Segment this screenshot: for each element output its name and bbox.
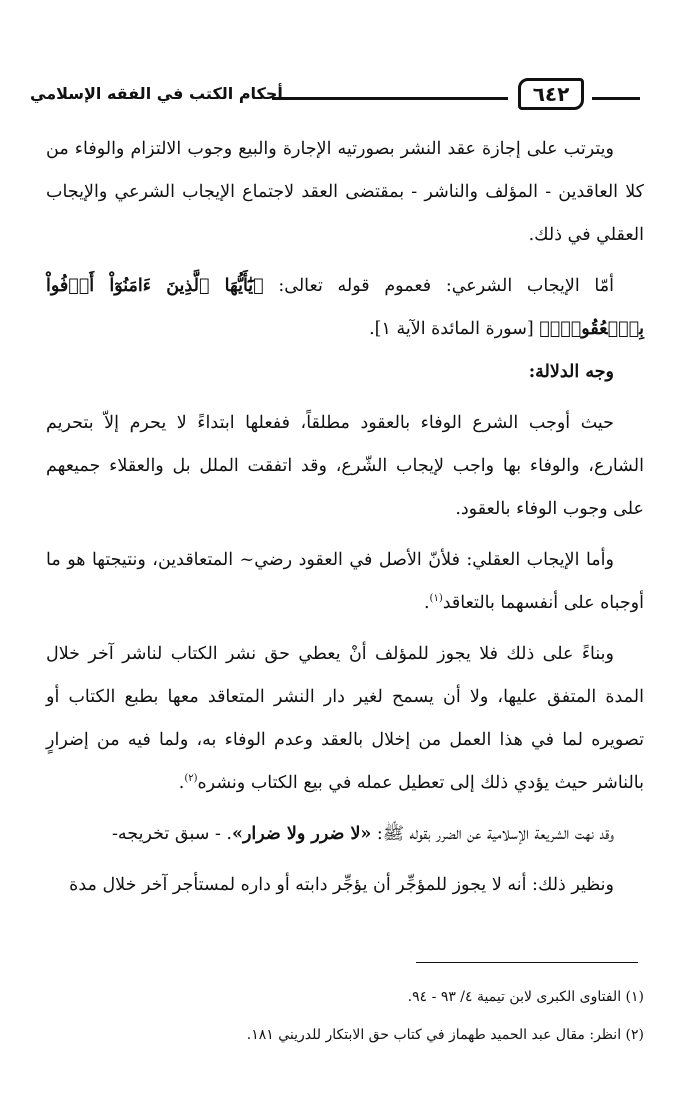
consequence-end: . [178,773,185,793]
section-heading-evidence: وجه الدلالة: [528,362,614,382]
harm-lead: وقد نهت الشريعة الإسلامية عن الضرر بقوله ﷺ: [371,824,614,844]
harm-end: . - سبق تخريجه- [112,824,232,844]
footnote-separator [416,962,638,963]
running-title: أحكام الكتب في الفقه الإسلامي [30,84,283,103]
footnotes [46,978,644,1054]
rational-text: وأما الإيجاب العقلي: فلأنّ الأصل في العقود رضي~ المتعاقدين، ونتيجتها هو ما أوجباه على أنفسهما بالتعاقد [46,550,644,613]
paragraph-obligation: ويترتب على إجازة عقد النشر بصورتيه الإجارة والبيع وجوب الالتزام والوفاء من كلا العاقدين - المؤلف والناشر - بمقتضى العقد لاجتماع الإيجاب الشرعي والإيجاب العقلي في ذلك. [46,139,644,245]
hadith-quote: «لا ضرر ولا ضرار» [232,824,372,844]
quran-verse: ﴿يَٰٓأَيُّهَا ٱلَّذِينَ ءَامَنُوٓاْ أَوۡفُواْ بِٱلۡعُقُودِۚ﴾ [46,276,644,339]
footnote-marker-1: (١) [429,593,443,605]
footnote-marker-2: (٢) [184,773,198,785]
consequence-text: وبناءً على ذلك فلا يجوز للمؤلف أنْ يعطي حق نشر الكتاب لناشر آخر خلال المدة المتفق عليها، ولا أن يسمح لغير دار النشر المتعاقد معها بطبع الكتاب أو تصويره لما في هذا العمل من إخلال بالعقد وعدم الوفاء به، ولما فيه من إضرارٍ بالناشر حيث يؤدي ذلك إلى تعطيل عمله في بيع الكتاب ونشره [46,644,644,793]
rational-end: . [423,593,430,613]
page-header [30,78,640,118]
footnote-2: (٢) انظر: مقال عبد الحميد طهماز في كتاب حق الابتكار للدريني ١٨١. [246,1027,644,1043]
header-rule [272,97,508,100]
main-text [46,128,644,907]
verse-reference: [سورة المائدة الآية ١]. [369,319,540,339]
paragraph-rational-obligation [46,539,644,625]
page-number: ٦٤٢ [518,78,584,110]
footnote-1: (١) الفتاوى الكبرى لابن تيمية ٤/ ٩٣ - ٩٤. [407,989,644,1005]
header-rule-end [592,97,640,100]
paragraph-consequence [46,633,644,805]
paragraph-sharia-obligation [46,265,644,351]
paragraph-analogy: ونظير ذلك: أنه لا يجوز للمؤجِّر أن يؤجِّر دابته أو داره لمستأجر آخر خلال مدة [69,875,614,895]
paragraph-harm-prohibition [46,813,644,856]
paragraph-evidence: حيث أوجب الشرع الوفاء بالعقود مطلقاً، ففعلها ابتداءً لا يحرم إلاّ بتحريم الشارع، والوفاء بها واجب لإيجاب الشّرع، وقد اتفقت الملل بل والعقلاء جميعهم على وجوب الوفاء بالعقود. [46,413,644,519]
sharia-lead: أمّا الإيجاب الشرعي: فعموم قوله تعالى: [263,276,614,296]
